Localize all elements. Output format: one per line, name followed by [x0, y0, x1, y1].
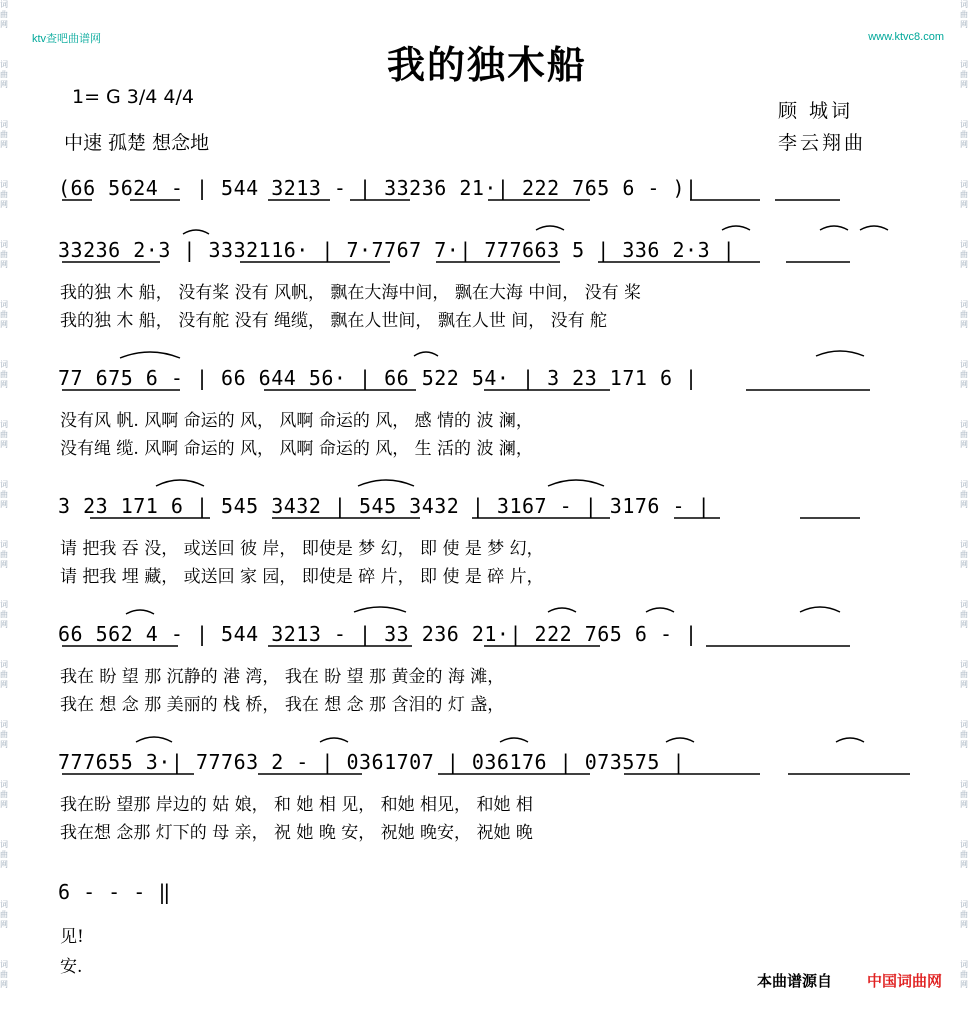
slur-mark	[548, 480, 604, 486]
lyric-line-5-verse-2: 我在想 念那 灯下的 母 亲， 祝 她 晚 安， 祝她 晚安， 祝她 晚	[60, 823, 533, 843]
key-time-signature: 1= G 3/4 4/4	[72, 86, 195, 108]
slur-mark	[414, 352, 438, 356]
slur-mark	[860, 226, 888, 230]
slur-mark	[722, 226, 750, 230]
edge-watermark-right: 词曲网 词曲网 词曲网 词曲网 词曲网 词曲网 词曲网 词曲网 词曲网 词曲网 词曲网 词曲网 词曲网 词曲网 词曲网 词曲网 词曲网	[960, 0, 968, 989]
slur-mark	[120, 352, 180, 358]
lyric-line-5-verse-1: 我在盼 望那 岸边的 姑 娘， 和 她 相 见， 和她 相见， 和她 相	[60, 795, 533, 815]
notation-line-2: 77 675 6 - | 66 644 56· | 66 522 54· | 3 23 171 6 |	[58, 366, 698, 390]
song-title: 我的独木船	[386, 43, 587, 87]
notation-line-3: 3 23 171 6 | 545 3432 | 545 3432 | 3167 - | 3176 - |	[58, 494, 711, 518]
slur-mark	[800, 607, 840, 612]
footer-source-label: 本曲谱源自	[756, 972, 832, 990]
slur-mark	[354, 607, 406, 612]
watermark-left: ktv查吧曲谱网	[32, 33, 102, 45]
lyric-line-2-verse-2: 没有绳 缆. 风啊 命运的 风， 风啊 命运的 风， 生 活的 波 澜，	[60, 439, 533, 459]
slur-mark	[358, 480, 414, 486]
slur-mark	[646, 608, 674, 612]
notation-line-1: 33236 2·3 | 3332116· | 7·7767 7·| 777663 5 | 336 2·3 |	[58, 238, 736, 262]
tempo-marking: 中速 孤楚 想念地	[64, 132, 210, 154]
lyric-line-2-verse-1: 没有风 帆. 风啊 命运的 风， 风啊 命运的 风， 感 情的 波 澜，	[60, 411, 533, 431]
slur-mark	[183, 230, 209, 234]
notation-line-intro: (66 5624 - | 544 3213 - | 33236 21·| 222 765 6 - )|	[58, 176, 698, 200]
lyric-ending-verse-1: 见!	[60, 927, 84, 947]
slur-mark	[156, 480, 204, 486]
slur-mark	[666, 738, 694, 742]
lyric-line-3-verse-2: 请 把我 埋 藏， 或送回 家 园， 即使是 碎 片， 即 使 是 碎 片，	[60, 567, 544, 587]
watermark-right: www.ktvc8.com	[868, 31, 944, 43]
slur-mark	[500, 738, 528, 742]
slur-mark	[836, 738, 864, 742]
lyric-line-1-verse-2: 我的独 木 船， 没有舵 没有 绳缆， 飘在人世间， 飘在人世 间， 没有 舵	[60, 311, 608, 331]
slur-mark	[136, 737, 172, 742]
lyric-ending-verse-2: 安.	[60, 957, 83, 977]
notation-line-ending: 6 - - - ‖	[58, 880, 171, 904]
lyric-line-4-verse-2: 我在 想 念 那 美丽的 栈 桥， 我在 想 念 那 含泪的 灯 盏，	[60, 695, 505, 715]
slur-mark	[820, 226, 848, 230]
edge-watermark-left: 词曲网 词曲网 词曲网 词曲网 词曲网 词曲网 词曲网 词曲网 词曲网 词曲网 词曲网 词曲网 词曲网 词曲网 词曲网 词曲网 词曲网	[0, 0, 8, 989]
lyric-line-3-verse-1: 请 把我 吞 没， 或送回 彼 岸， 即使是 梦 幻， 即 使 是 梦 幻，	[60, 539, 544, 559]
notation-line-4: 66 562 4 - | 544 3213 - | 33 236 21·| 222 765 6 - |	[58, 622, 698, 646]
lyric-line-4-verse-1: 我在 盼 望 那 沉静的 港 湾， 我在 盼 望 那 黄金的 海 滩，	[60, 667, 505, 687]
notation-line-5: 777655 3·| 77763 2 - | 0361707 | 036176 | 073575 |	[58, 750, 686, 774]
lyric-line-1-verse-1: 我的独 木 船， 没有桨 没有 风帆， 飘在大海中间， 飘在大海 中间， 没有 桨	[60, 283, 642, 303]
slur-mark	[816, 351, 864, 356]
slur-mark	[536, 226, 564, 230]
composer-credit: 李云翔曲	[778, 132, 867, 154]
slur-mark	[548, 608, 576, 612]
lyricist-credit: 顾 城词	[778, 100, 854, 122]
slur-mark	[320, 738, 348, 742]
slur-mark	[126, 610, 154, 614]
footer-site-link[interactable]: 中国词曲网	[866, 972, 942, 990]
